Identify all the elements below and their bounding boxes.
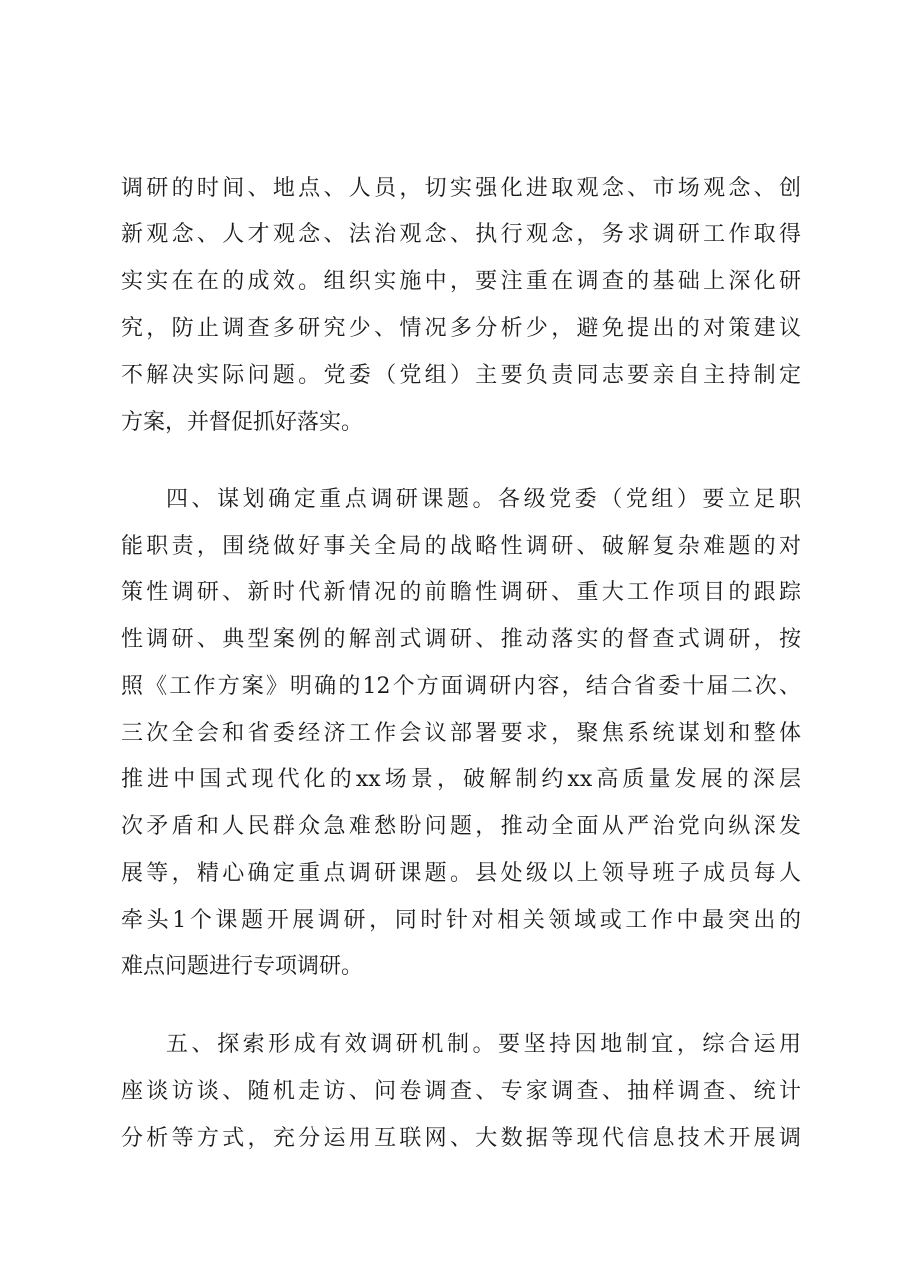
text-line: 实实在在的成效。组织实施中，要注重在调查的基础上深化研 [121,269,801,294]
text-line: 分析等方式，充分运用互联网、大数据等现代信息技术开展调 [121,1126,801,1151]
text-line: 方案，并督促抓好落实。 [121,410,364,435]
text-line: 照《工作方案》明确的12个方面调研内容，结合省委十届二次、 [121,674,801,699]
paragraph-first-line: 四、谋划确定重点调研课题。各级党委（党组）要立足职 [166,487,801,512]
text-line: 不解决实际问题。党委（党组）主要负责同志要亲自主持制定 [121,363,801,388]
text-line: 牵头1个课题开展调研，同时针对相关领域或工作中最突出的 [121,908,801,933]
text-line: 三次全会和省委经济工作会议部署要求，聚焦系统谋划和整体 [121,721,801,746]
paragraph-first-line: 五、探索形成有效调研机制。要坚持因地制宜，综合运用 [166,1032,801,1057]
text-line: 能职责，围绕做好事关全局的战略性调研、破解复杂难题的对 [121,534,801,559]
text-line: 推进中国式现代化的xx场景，破解制约xx高质量发展的深层 [121,767,801,792]
text-line: 次矛盾和人民群众急难愁盼问题，推动全面从严治党向纵深发 [121,814,801,839]
text-line: 策性调研、新时代新情况的前瞻性调研、重大工作项目的跟踪 [121,580,801,605]
text-line: 究，防止调查多研究少、情况多分析少，避免提出的对策建议 [121,316,801,341]
text-line: 调研的时间、地点、人员，切实强化进取观念、市场观念、创 [121,176,801,201]
text-line: 展等，精心确定重点调研课题。县处级以上领导班子成员每人 [121,861,801,886]
text-line: 座谈访谈、随机走访、问卷调查、专家调查、抽样调查、统计 [121,1079,801,1104]
text-line: 新观念、人才观念、法治观念、执行观念，务求调研工作取得 [121,222,801,247]
text-line: 难点问题进行专项调研。 [121,954,364,979]
text-line: 性调研、典型案例的解剖式调研、推动落实的督查式调研，按 [121,627,801,652]
